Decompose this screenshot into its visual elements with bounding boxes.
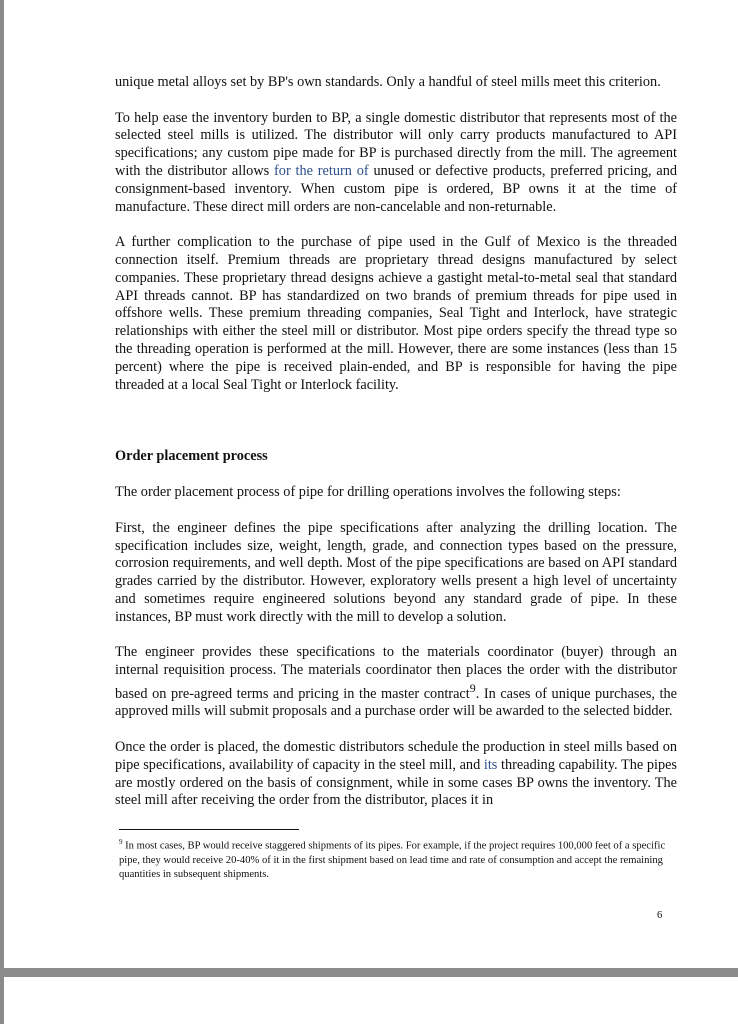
footnote-divider: [119, 829, 299, 830]
paragraph-6: The engineer provides these specifications to the materials coordinator (buyer) through an internal requisition process. The materials coordinator then places the order with the distributor based on pre-agreed terms and pricing in the master contract$^9$. In cases of unique purchases, the approved mills will submit proposals and a purchase order will be awarded to the selected bidder.: [115, 644, 678, 720]
paragraph-5: First, the engineer defines the pipe specifications after analyzing the drilling location. The specification includes size, weight, length, grade, and connection types based on the pressure, corrosion requirements, and well depth. Most of the pipe specifications are based on API standard grades carried by the distributor. However, exploratory wells present a high level of uncertainty and sometimes require engineered solutions beyond any standard grade of pipe. In these instances, BP must work directly with the mill to develop a solution.: [115, 519, 677, 625]
paragraph-3: A further complication to the purchase of pipe used in the Gulf of Mexico is the threaded connection itself. Premium threads are proprietary thread designs manufactured by select companies. These proprietary thread designs achieve a gastight metal-to-metal seal that standard API threads cannot. BP has standardized on two brands of premium threads for pipe used in offshore wells. These premium threading companies, Seal Tight and Interlock, have strategic relationships with either the steel mill or distributor. Most pipe orders specify the thread type so the threading operation is performed at the mill. However, there are some instances (less than 15 percent) where the pipe is received plain-ended, and BP is responsible for having the pipe threaded at a local Seal Tight or Interlock facility.: [115, 234, 677, 393]
page-separator: [0, 968, 738, 977]
document-page: [4, 0, 738, 968]
paragraph-2: To help ease the inventory burden to BP, a single domestic distributor that represents most of the selected steel mills is utilized. The distributor will only carry products manufactured to API specifications; any custom pipe made for BP is purchased directly from the mill. The agreement with the distributor allows for the return of unused or defective products, preferred pricing, and consignment-based inventory. When custom pipe is ordered, BP owns it at the time of manufacture. These direct mill orders are non-cancelable and non-returnable.: [115, 109, 678, 215]
footnote-reference: 9: [469, 680, 476, 695]
paragraph-4: The order placement process of pipe for drilling operations involves the following steps:: [115, 484, 621, 501]
next-page-top: [4, 977, 738, 1024]
highlighted-phrase: for the return of: [274, 162, 369, 179]
section-heading: Order placement process: [115, 448, 268, 465]
footnote-text: In most cases, BP would receive staggered shipments of its pipes. For example, if the project requires 100,000 feet of a specific pipe, they would receive 20-40% of it in the first shipment based on lead time and rate of consumption and accept the remaining quantities in subsequent shipments.: [119, 840, 666, 880]
paragraph-1: unique metal alloys set by BP's own standards. Only a handful of steel mills meet this criterion.: [115, 74, 661, 90]
page-number: 6: [657, 910, 663, 921]
footnote: [119, 835, 677, 882]
page-body: [115, 74, 677, 828]
footnote-marker: 9: [119, 838, 123, 846]
paragraph-7: Once the order is placed, the domestic distributors schedule the production in steel mills based on pipe specifications, availability of capacity in the steel mill, and its threading capability. The pipes are mostly ordered on the basis of consignment, while in some cases BP owns the inventory. The steel mill after receiving the order from the distributor, places it in: [115, 739, 677, 809]
highlighted-word: its: [483, 756, 498, 773]
